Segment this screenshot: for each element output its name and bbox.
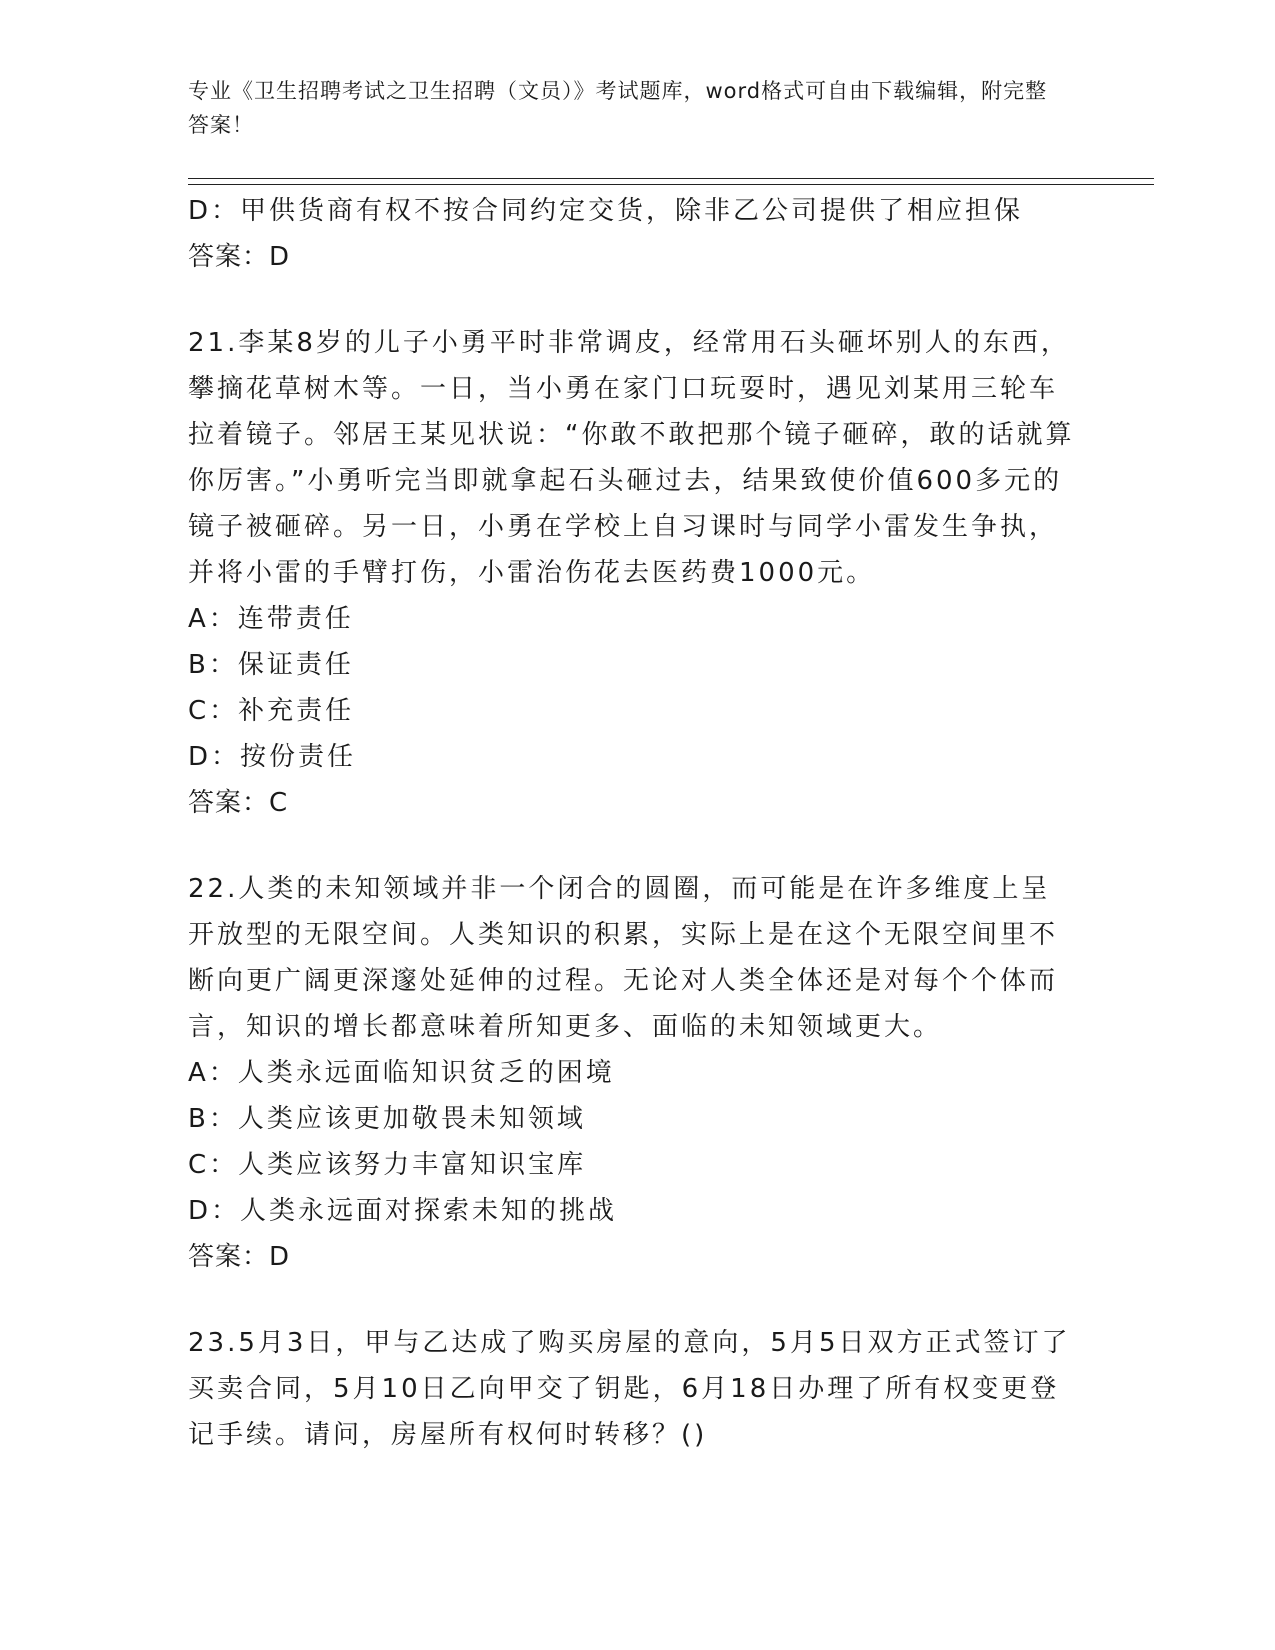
- question-stem: 22.人类的未知领域并非一个闭合的圆圈，而可能是在许多维度上呈开放型的无限空间。人类知识的积累，实际上是在这个无限空间里不断向更广阔更深邃处延伸的过程。无论对人类全体还是对每个个体而言，知识的增长都意味着所知更多、面临的未知领域更大。: [188, 874, 1059, 1042]
- prev-question-option-d: D：甲供货商有权不按合同约定交货，除非乙公司提供了相应担保: [188, 196, 1024, 226]
- spacer: [188, 1280, 1078, 1320]
- option-a: A：连带责任: [188, 604, 354, 634]
- prev-question-answer: 答案：D: [188, 242, 291, 272]
- header-divider-bottom: [188, 184, 1154, 185]
- option-c: C：人类应该努力丰富知识宝库: [188, 1150, 587, 1180]
- header-divider-top: [188, 178, 1154, 179]
- question-21: [188, 320, 1078, 826]
- option-d: D：人类永远面对探索未知的挑战: [188, 1196, 618, 1226]
- question-22: [188, 866, 1078, 1280]
- option-d: D：按份责任: [188, 742, 357, 772]
- spacer: [188, 826, 1078, 866]
- question-answer: 答案：D: [188, 1242, 291, 1272]
- question-answer: 答案：C: [188, 788, 289, 818]
- option-a: A：人类永远面临知识贫乏的困境: [188, 1058, 615, 1088]
- option-b: B：保证责任: [188, 650, 354, 680]
- document-header: 专业《卫生招聘考试之卫生招聘（文员）》考试题库，word格式可自由下载编辑，附完整答案！: [188, 79, 1048, 137]
- option-b: B：人类应该更加敬畏未知领域: [188, 1104, 586, 1134]
- question-stem: 21.李某8岁的儿子小勇平时非常调皮，经常用石头砸坏别人的东西，攀摘花草树木等。一日，当小勇在家门口玩耍时，遇见刘某用三轮车拉着镜子。邻居王某见状说：“你敢不敢把那个镜子砸碎，敢的话就算你厉害。”小勇听完当即就拿起石头砸过去，结果致使价值600多元的镜子被砸碎。另一日，小勇在学校上自习课时与同学小雷发生争执，并将小雷的手臂打伤，小雷治伤花去医药费1000元。: [188, 328, 1075, 588]
- question-stem: 23.5月3日，甲与乙达成了购买房屋的意向，5月5日双方正式签订了买卖合同，5月10日乙向甲交了钥匙，6月18日办理了所有权变更登记手续。请问，房屋所有权何时转移？(): [188, 1328, 1071, 1450]
- option-c: C：补充责任: [188, 696, 355, 726]
- document-body: [188, 188, 1078, 1458]
- question-23: [188, 1320, 1078, 1458]
- spacer: [188, 280, 1078, 320]
